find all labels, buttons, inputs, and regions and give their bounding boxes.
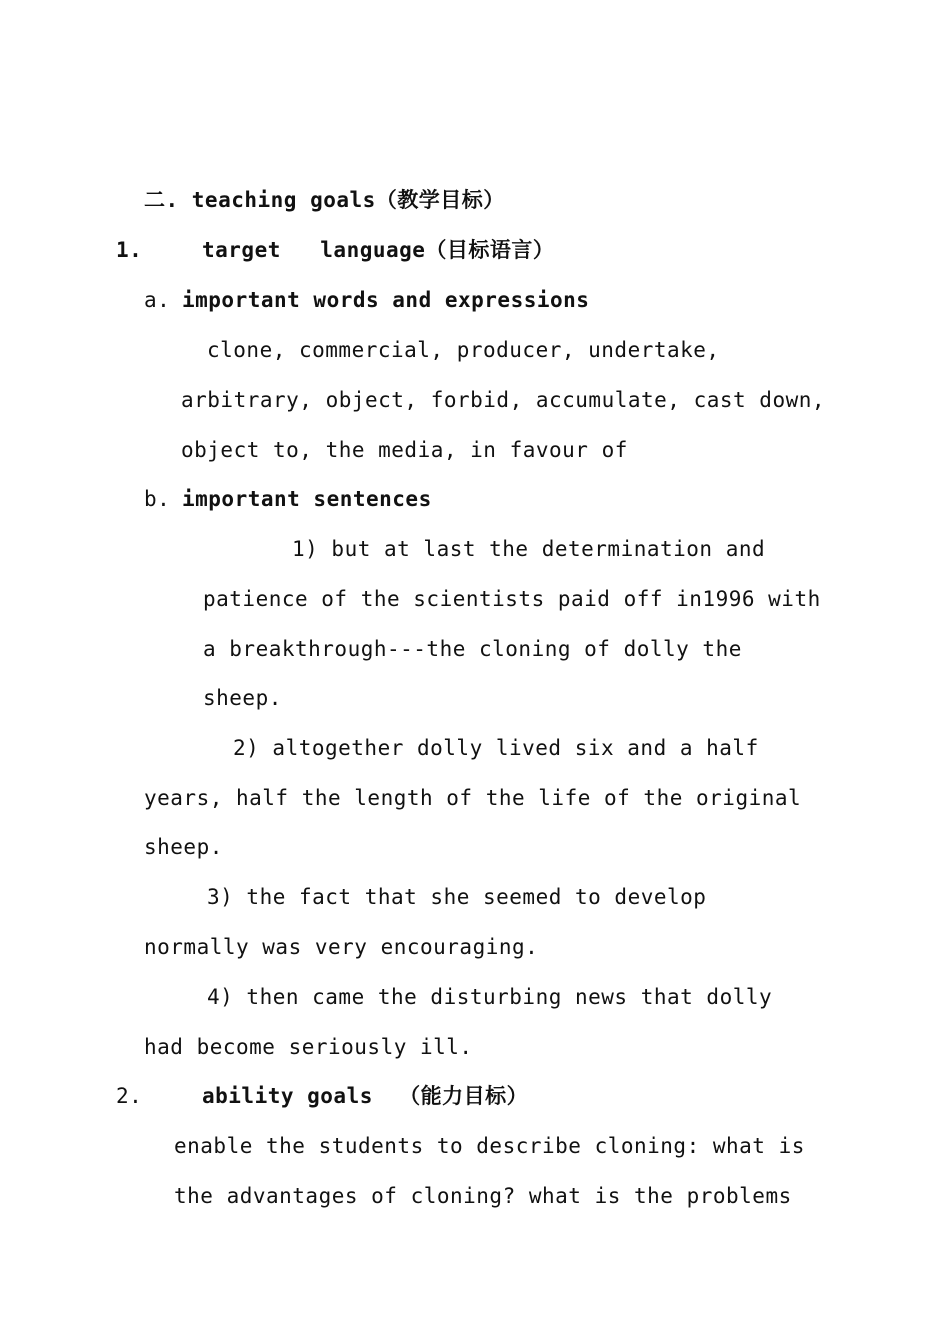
item2-number: 2. xyxy=(116,1084,143,1108)
words-line-1: clone, commercial, producer, undertake, xyxy=(207,338,720,362)
words-line-3: object to, the media, in favour of xyxy=(181,438,628,462)
item2-title: ability goals （能力目标） xyxy=(202,1084,529,1108)
item1-number: 1. xyxy=(116,238,143,262)
words-line-2: arbitrary, object, forbid, accumulate, cast down, xyxy=(181,388,826,412)
sentence-2-line-3: sheep. xyxy=(144,835,223,859)
sentence-3-line-1: 3) the fact that she seemed to develop xyxy=(207,885,707,909)
sub-b-title: important sentences xyxy=(182,487,432,511)
sentence-3-line-2: normally was very encouraging. xyxy=(144,935,539,959)
sub-a-marker: a. xyxy=(144,288,171,312)
ability-line-1: enable the students to describe cloning: what is xyxy=(174,1134,805,1158)
sentence-4-line-1: 4) then came the disturbing news that dolly xyxy=(207,985,773,1009)
item1-title: target language（目标语言） xyxy=(202,238,555,262)
sentence-1-line-4: sheep. xyxy=(203,686,282,710)
ability-line-2: the advantages of cloning? what is the problems xyxy=(174,1184,792,1208)
sentence-2-line-2: years, half the length of the life of the original xyxy=(144,786,802,810)
sub-b-marker: b. xyxy=(144,487,171,511)
sentence-1-line-3: a breakthrough---the cloning of dolly the xyxy=(203,637,742,661)
sentence-2-line-1: 2) altogether dolly lived six and a half xyxy=(233,736,759,760)
sentence-4-line-2: had become seriously ill. xyxy=(144,1035,473,1059)
sub-a-title: important words and expressions xyxy=(182,288,590,312)
sentence-1-line-2: patience of the scientists paid off in1996 with xyxy=(203,587,821,611)
sentence-1-line-1: 1) but at last the determination and xyxy=(292,537,766,561)
section-heading: 二. teaching goals（教学目标） xyxy=(144,188,505,212)
